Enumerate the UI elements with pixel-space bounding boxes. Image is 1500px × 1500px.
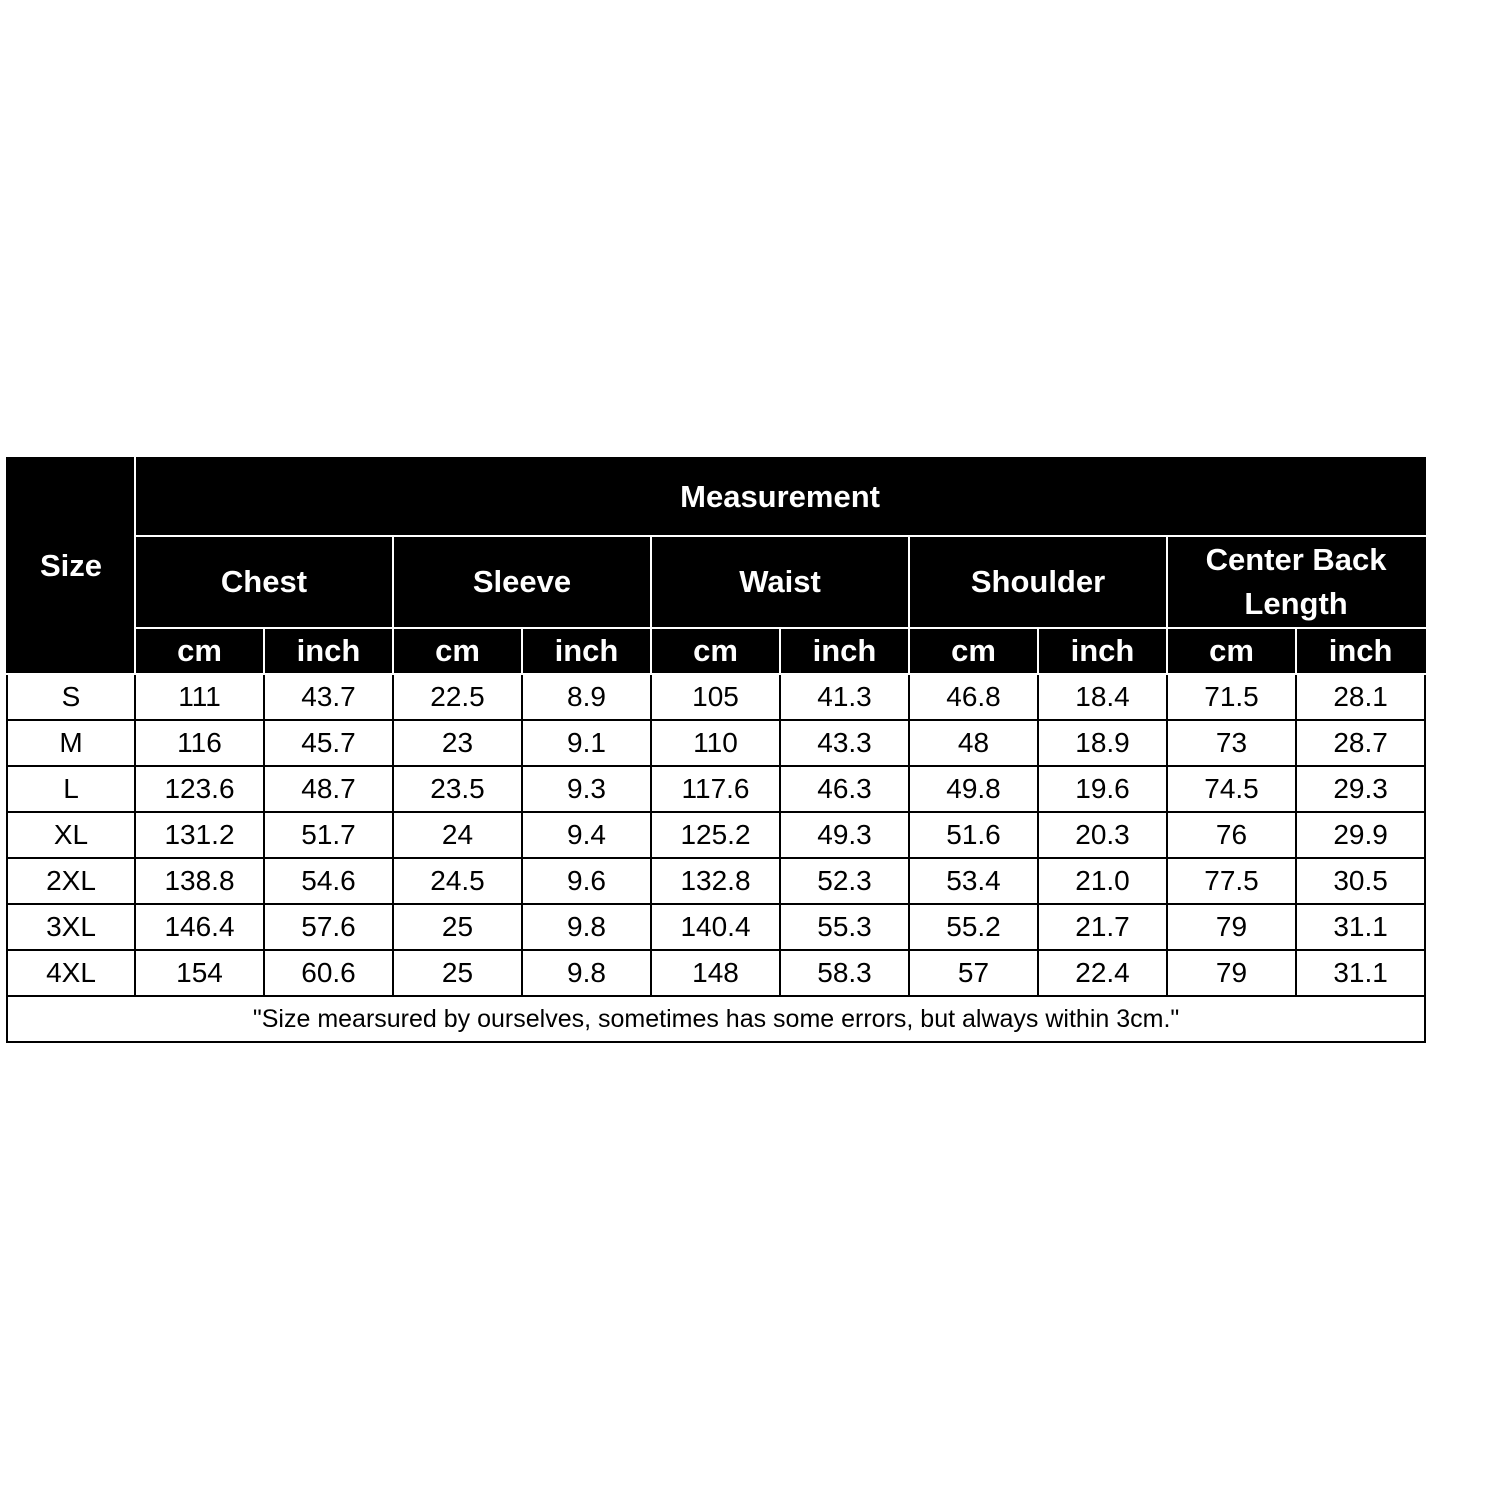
unit-header: inch xyxy=(780,628,909,674)
table-cell: 31.1 xyxy=(1296,950,1425,996)
table-cell: 51.6 xyxy=(909,812,1038,858)
measurement-note: "Size mearsured by ourselves, sometimes has some errors, but always within 3cm." xyxy=(7,996,1425,1042)
header-row-units xyxy=(7,628,1425,674)
size-cell: XL xyxy=(7,812,135,858)
table-cell: 55.3 xyxy=(780,904,909,950)
table-cell: 55.2 xyxy=(909,904,1038,950)
group-header-shoulder: Shoulder xyxy=(909,536,1167,628)
table-cell: 57.6 xyxy=(264,904,393,950)
table-cell: 77.5 xyxy=(1167,858,1296,904)
note-row xyxy=(7,996,1425,1042)
unit-header: cm xyxy=(135,628,264,674)
table-cell: 25 xyxy=(393,950,522,996)
table-cell: 116 xyxy=(135,720,264,766)
table-cell: 9.4 xyxy=(522,812,651,858)
size-cell: 3XL xyxy=(7,904,135,950)
table-cell: 23 xyxy=(393,720,522,766)
size-column-header: Size xyxy=(7,458,135,674)
unit-header: inch xyxy=(1038,628,1167,674)
table-row xyxy=(7,766,1425,812)
table-cell: 18.4 xyxy=(1038,674,1167,720)
table-cell: 58.3 xyxy=(780,950,909,996)
unit-header: inch xyxy=(1296,628,1425,674)
table-header xyxy=(7,458,1425,674)
table-cell: 79 xyxy=(1167,904,1296,950)
table-cell: 110 xyxy=(651,720,780,766)
table-cell: 43.3 xyxy=(780,720,909,766)
table-cell: 132.8 xyxy=(651,858,780,904)
size-cell: 4XL xyxy=(7,950,135,996)
table-row xyxy=(7,904,1425,950)
table-row xyxy=(7,812,1425,858)
unit-header: cm xyxy=(393,628,522,674)
size-chart-table xyxy=(6,457,1426,1043)
group-header-waist: Waist xyxy=(651,536,909,628)
table-row xyxy=(7,674,1425,720)
table-cell: 30.5 xyxy=(1296,858,1425,904)
table-cell: 24 xyxy=(393,812,522,858)
table-cell: 138.8 xyxy=(135,858,264,904)
table-cell: 154 xyxy=(135,950,264,996)
table-cell: 111 xyxy=(135,674,264,720)
header-row-groups xyxy=(7,536,1425,628)
size-cell: S xyxy=(7,674,135,720)
table-cell: 18.9 xyxy=(1038,720,1167,766)
group-header-chest: Chest xyxy=(135,536,393,628)
size-cell: M xyxy=(7,720,135,766)
table-cell: 45.7 xyxy=(264,720,393,766)
size-cell: 2XL xyxy=(7,858,135,904)
table-cell: 28.7 xyxy=(1296,720,1425,766)
table-row xyxy=(7,950,1425,996)
table-cell: 24.5 xyxy=(393,858,522,904)
table-cell: 31.1 xyxy=(1296,904,1425,950)
table-cell: 29.9 xyxy=(1296,812,1425,858)
table-cell: 73 xyxy=(1167,720,1296,766)
table-cell: 140.4 xyxy=(651,904,780,950)
table-cell: 29.3 xyxy=(1296,766,1425,812)
table-cell: 146.4 xyxy=(135,904,264,950)
table-cell: 79 xyxy=(1167,950,1296,996)
table-cell: 21.0 xyxy=(1038,858,1167,904)
group-header-center-back-length: Center Back Length xyxy=(1167,536,1425,628)
unit-header: cm xyxy=(909,628,1038,674)
table-cell: 105 xyxy=(651,674,780,720)
table-cell: 49.3 xyxy=(780,812,909,858)
table-cell: 9.8 xyxy=(522,904,651,950)
table-cell: 51.7 xyxy=(264,812,393,858)
table-cell: 9.8 xyxy=(522,950,651,996)
table-cell: 46.3 xyxy=(780,766,909,812)
table-row xyxy=(7,858,1425,904)
table-cell: 48.7 xyxy=(264,766,393,812)
table-cell: 48 xyxy=(909,720,1038,766)
table-cell: 131.2 xyxy=(135,812,264,858)
unit-header: inch xyxy=(264,628,393,674)
unit-header: inch xyxy=(522,628,651,674)
table-cell: 9.1 xyxy=(522,720,651,766)
table-cell: 19.6 xyxy=(1038,766,1167,812)
table-cell: 28.1 xyxy=(1296,674,1425,720)
table-cell: 57 xyxy=(909,950,1038,996)
table-cell: 25 xyxy=(393,904,522,950)
group-header-sleeve: Sleeve xyxy=(393,536,651,628)
table-cell: 43.7 xyxy=(264,674,393,720)
table-cell: 41.3 xyxy=(780,674,909,720)
table-cell: 9.3 xyxy=(522,766,651,812)
table-cell: 74.5 xyxy=(1167,766,1296,812)
table-cell: 117.6 xyxy=(651,766,780,812)
table-cell: 49.8 xyxy=(909,766,1038,812)
measurement-header: Measurement xyxy=(135,458,1425,536)
table-cell: 125.2 xyxy=(651,812,780,858)
table-cell: 60.6 xyxy=(264,950,393,996)
table-cell: 23.5 xyxy=(393,766,522,812)
table-cell: 123.6 xyxy=(135,766,264,812)
table-cell: 46.8 xyxy=(909,674,1038,720)
table-cell: 9.6 xyxy=(522,858,651,904)
table-cell: 76 xyxy=(1167,812,1296,858)
table-body xyxy=(7,674,1425,1042)
table-cell: 52.3 xyxy=(780,858,909,904)
table-cell: 53.4 xyxy=(909,858,1038,904)
table-cell: 20.3 xyxy=(1038,812,1167,858)
table-cell: 22.4 xyxy=(1038,950,1167,996)
table-cell: 8.9 xyxy=(522,674,651,720)
table-cell: 148 xyxy=(651,950,780,996)
unit-header: cm xyxy=(651,628,780,674)
table-cell: 71.5 xyxy=(1167,674,1296,720)
table-cell: 21.7 xyxy=(1038,904,1167,950)
table-row xyxy=(7,720,1425,766)
size-cell: L xyxy=(7,766,135,812)
table-cell: 54.6 xyxy=(264,858,393,904)
unit-header: cm xyxy=(1167,628,1296,674)
table-cell: 22.5 xyxy=(393,674,522,720)
header-row-measurement xyxy=(7,458,1425,536)
